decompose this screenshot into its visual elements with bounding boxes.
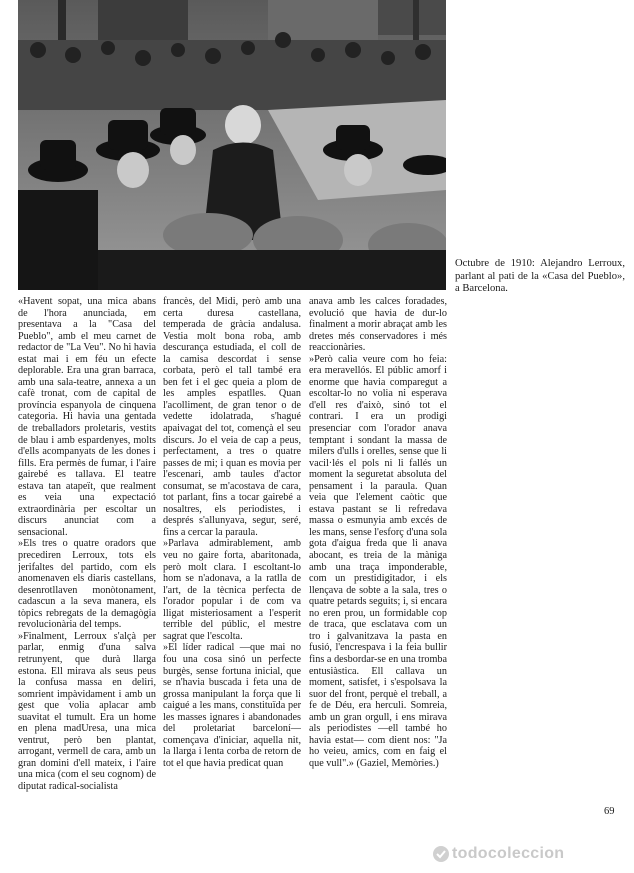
paragraph: »El líder radical —que mai no fou una cosa sinó un perfecte burgès, sense fortuna inicial, que se n'havia buscada i feta una de grossa manipulant la força que li caigué a les mans, constituïda per les masses ignares i abandonades del proletariat barceloní— començava d'iniciar, aquella nit, la llarga i lenta corba de retorn de tot el que havia predicat quan xyxy=(163,642,301,769)
paragraph: anava amb les calces foradades, evolució que havia de dur-lo finalment a morir abraçat amb les dretes més conservadores i més reaccionàries. xyxy=(309,296,447,354)
paragraph: »Finalment, Lerroux s'alçà per parlar, enmig d'una salva retrunyent, que durà llarga estona. Ell mirava als seus peus la confusa massa en deliri, somrient impàvidament i amb un gest que volia aplacar amb suavitat el tumult. Era un home en plena madUresa, una mica ventrut, però ben plantat, arrogant, vermell de cara, amb un gran domini d'ell mateix, i l'aire una mica (com el seu cognom) de diputat radical-socialista xyxy=(18,630,156,792)
paragraph: »Els tres o quatre oradors que precediren Lerroux, tots els jerifaltes del partido, com els anomenaven els diaris castellans, desenrotllaven monòtonament, cadascun a la seva manera, els tòpics rebregats de la demagògia revolucionària del temps. xyxy=(18,538,156,631)
text-column-1 xyxy=(18,296,156,793)
watermark-logo-icon xyxy=(432,845,450,863)
photo-illustration xyxy=(18,0,446,290)
crowd-photograph xyxy=(18,0,446,290)
paragraph: francès, del Midi, però amb una certa duresa castellana, temperada de gràcia andalusa. Vestia molt bona roba, amb descurança estudiada, el coll de la camisa descordat i sense corbata, però el tall també era ben fet i el gec queia a plom de les amples espatlles. Quan l'acolliment, de gran tenor o de vedette idolatrada, s'hagué apaivagat del tot, començà el seu discurs. Jo el veia de cap a peus, perfectament, a tres o quatre passes de mi; i quan es movia per l'escenari, amb taules d'actor consumat, se m'acostava de cara, tot parlant, fins a tocar gairebé a nosaltres, els periodistes, i després s'allunyava, segur, seré, fins a cercar la paraula. xyxy=(163,296,301,538)
paragraph: »Parlava admirablement, amb veu no gaire forta, abaritonada, però molt clara. I escoltant-lo hom se n'adonava, a la ratlla de l'art, de la tècnica perfecta de l'orador popular i de com va lligat misteriosament a l'esperit terrible del públic, el mestre sagrat que l'escolta. xyxy=(163,538,301,642)
paragraph: »Però calia veure com ho feia: era meravellós. El públic amorf i enorme que havia comparegut a escoltar-lo no volia ni esperava d'ell res d'això, sinó tot el contrari. I era un prodigi presenciar com l'orador anava temptant i sondant la massa de milers d'ulls i orelles, sense que li vacil·lés el pols ni li fallés un moment la seguretat absoluta del pensament i la paraula. Quan veia que l'element caòtic que estava pastant se li refredava massa o esmunyia amb excés de les mans, sense l'esforç d'una sola gota d'aigua freda que li anava abocant, es treia de la màniga amb una traça imponderable, com un prestidigitador, i els llençava de sobte a la sala, tres o quatre petards seguits; i, si encara no eren prou, un formidable cop de traca, que esclatava com un tro i galvanitzava la pasta en fusió, l'encrespava i la feia bullir fins a desbordar-se en una tromba entusiàstica. Ell callava un moment, satisfet, i s'espolsava la suor del front, perquè el treball, a fe de Déu, era herculi. Somreia, amb un gran orgull, i ens mirava als periodistes —ell també ho havia estat— com dient nos: "Ja ho veieu, amics, com en faig el que vull".» (Gaziel, Memòries.) xyxy=(309,353,447,769)
watermark: todocoleccion xyxy=(452,845,565,862)
page-number: 69 xyxy=(604,806,615,817)
text-column-2 xyxy=(163,296,301,769)
text-column-3 xyxy=(309,296,447,769)
paragraph: «Havent sopat, una mica abans de l'hora anunciada, em presentava a la "Casa del Pueblo", amb el meu carnet de redactor de "La Veu". No hi havia estat mai i em féu un efecte deplorable. Era una gran barraca, amb una sala-teatre, annexa a un cafè tronat, com de capital de província espanyola de cinquena categoria. Hi havia una gentada de treballadors proletaris, vestits de blau i amb espardenyes, molts d'ells acompanyats de les dones i fills. Era permès de fumar, i l'aire gairebé es tallava. El teatre estava tan atapeït, que realment es veia una expectació extraordinària per escoltar un discurs anunciat com a sensacional. xyxy=(18,296,156,538)
photo-caption: Octubre de 1910: Alejandro Lerroux, parlant al pati de la «Casa del Pueblo», a Barcelona. xyxy=(455,258,625,295)
